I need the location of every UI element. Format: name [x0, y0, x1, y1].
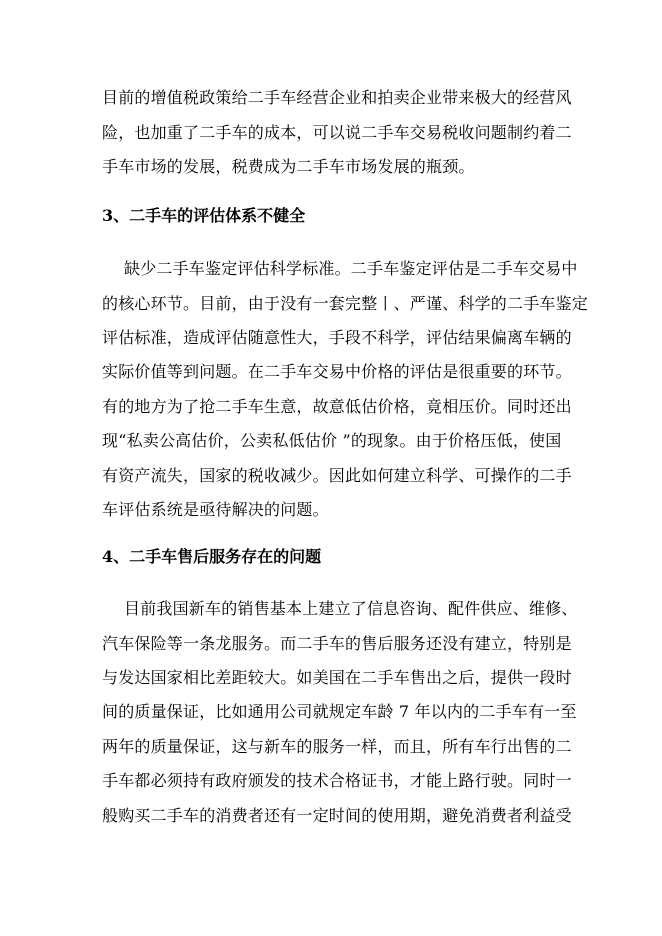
paragraph3-line: 手车都必须持有政府颁发的技术合格证书，才能上路行驶。同时一: [102, 771, 572, 790]
paragraph2-line: 有资产流失，国家的税收减少。因此如何建立科学、可操作的二手: [102, 466, 572, 485]
paragraph2-line: 评估标准，造成评估随意性大，手段不科学，评估结果偏离车辆的: [102, 328, 572, 347]
paragraph1-line: 手车市场的发展，税费成为二手车市场发展的瓶颈。: [102, 157, 475, 176]
paragraph2-line: 缺少二手车鉴定评估科学标准。二手车鉴定评估是二手车交易中: [124, 259, 578, 278]
paragraph3-line: 两年的质量保证，这与新车的服务一样，而且，所有车行出售的二: [102, 737, 572, 756]
paragraph1-line: 险，也加重了二手车的成本，可以说二手车交易税收问题制约着二: [102, 123, 572, 142]
paragraph3-line: 与发达国家相比差距较大。如美国在二手车售出之后，提供一段时: [102, 668, 572, 687]
paragraph3-line: 间的质量保证，比如通用公司就规定车龄 7 年以内的二手车有一至: [102, 702, 577, 721]
paragraph3-line: 般购买二手车的消费者还有一定时间的使用期，避免消费者利益受: [102, 806, 572, 825]
paragraph1-line: 目前的增值税政策给二手车经营企业和拍卖企业带来极大的经营风: [102, 88, 572, 107]
paragraph2-line: 的核心环节。目前，由于没有一套完整丨、严谨、科学的二手车鉴定: [102, 294, 589, 313]
section-heading-4: 4、二手车售后服务存在的问题: [102, 547, 322, 566]
paragraph2-line: 车评估系统是亟待解决的问题。: [102, 500, 329, 519]
section-heading-3: 3、二手车的评估体系不健全: [102, 206, 306, 225]
paragraph2-line: 有的地方为了抢二手车生意，故意低估价格，竟相压价。同时还出: [102, 397, 572, 416]
paragraph2-line: 现“私卖公高估价，公卖私低估价 ”的现象。由于价格压低，使国: [102, 431, 562, 450]
paragraph3-line: 汽车保险等一条龙服务。而二手车的售后服务还没有建立，特别是: [102, 634, 572, 653]
paragraph2-line: 实际价值等到问题。在二手车交易中价格的评估是很重要的环节。: [102, 362, 572, 381]
paragraph3-line: 目前我国新车的销售基本上建立了信息咨询、配件供应、维修、: [124, 599, 578, 618]
